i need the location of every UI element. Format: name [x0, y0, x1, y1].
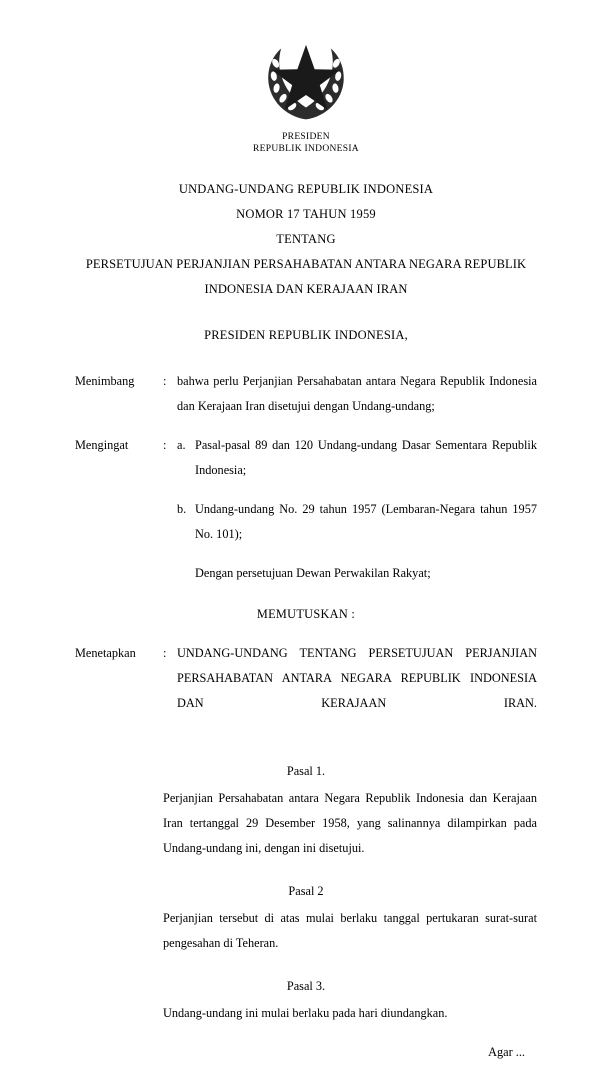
- recalling-colon: :: [163, 438, 167, 452]
- article-3: [75, 974, 537, 1026]
- article-2-body: [163, 906, 537, 956]
- list-item-text: Undang-undang No. 29 tahun 1957 (Lembaran-Negara tahun 1957 No. 101);: [195, 502, 537, 541]
- emblem-container: [75, 32, 537, 155]
- list-item: [177, 433, 537, 483]
- list-item: [177, 497, 537, 547]
- list-item-text: Pasal-pasal 89 dan 120 Undang-undang Dasar Sementara Republik Indonesia;: [195, 438, 537, 477]
- article-1: [75, 759, 537, 861]
- considering-label: Menimbang: [75, 374, 135, 388]
- president-line: PRESIDEN REPUBLIK INDONESIA,: [204, 328, 408, 342]
- stipulating-text: UNDANG-UNDANG TENTANG PERSETUJUAN PERJANJIAN PERSAHABATAN ANTARA NEGARA REPUBLIK INDONESIA DAN KERAJAAN IRAN.: [177, 646, 537, 710]
- emblem-caption-line1: PRESIDEN: [282, 132, 330, 142]
- title-line-3: TENTANG: [276, 232, 336, 246]
- article-1-body: [163, 786, 537, 861]
- stipulating-label: Menetapkan: [75, 646, 136, 660]
- considering-content: [177, 369, 537, 419]
- garuda-star-wreath-icon: [260, 32, 352, 124]
- article-2-text: Perjanjian tersebut di atas mulai berlaku tanggal pertukaran surat-surat pengesahan di Teheran.: [163, 911, 537, 950]
- article-1-text: Perjanjian Persahabatan antara Negara Republik Indonesia dan Kerajaan Iran tertanggal 29 Desember 1958, yang salinannya dilampirkan pada Undang-undang ini, dengan ini disetujui.: [163, 791, 537, 855]
- article-1-heading: Pasal 1.: [286, 764, 326, 778]
- stipulating-colon: :: [163, 646, 167, 660]
- recalling-list: [177, 433, 537, 547]
- article-2: [75, 879, 537, 956]
- emblem-caption: [75, 131, 537, 155]
- considering-text: bahwa perlu Perjanjian Persahabatan antara Negara Republik Indonesia dan Kerajaan Iran disetujui dengan Undang-undang;: [177, 374, 537, 413]
- article-3-heading: Pasal 3.: [286, 979, 326, 993]
- emblem-caption-line2: REPUBLIK INDONESIA: [253, 144, 359, 154]
- article-3-body: [163, 1001, 537, 1026]
- document-body: [75, 369, 537, 1065]
- considering-row: [75, 369, 537, 419]
- footer-continuation-note: Agar ...: [488, 1045, 525, 1059]
- stipulating-row: [75, 641, 537, 741]
- recalling-note: Dengan persetujuan Dewan Perwakilan Rakyat;: [195, 566, 431, 580]
- recalling-row: [75, 433, 537, 586]
- title-line-2: NOMOR 17 TAHUN 1959: [236, 207, 376, 221]
- recalling-content: [177, 433, 537, 586]
- stipulating-content: [177, 641, 537, 741]
- list-item-marker: a.: [177, 438, 186, 452]
- title-line-1: UNDANG-UNDANG REPUBLIK INDONESIA: [178, 182, 434, 196]
- considering-colon: :: [163, 374, 167, 388]
- article-3-text: Undang-undang ini mulai berlaku pada hari diundangkan.: [163, 1006, 448, 1020]
- document-title: [75, 177, 537, 302]
- recalling-label: Mengingat: [75, 438, 129, 452]
- title-line-5: INDONESIA DAN KERAJAAN IRAN: [204, 282, 408, 296]
- list-item-marker: b.: [177, 502, 187, 516]
- title-line-4: PERSETUJUAN PERJANJIAN PERSAHABATAN ANTARA NEGARA REPUBLIK: [85, 257, 527, 271]
- article-2-heading: Pasal 2: [288, 884, 324, 898]
- decides-heading: MEMUTUSKAN :: [256, 607, 356, 621]
